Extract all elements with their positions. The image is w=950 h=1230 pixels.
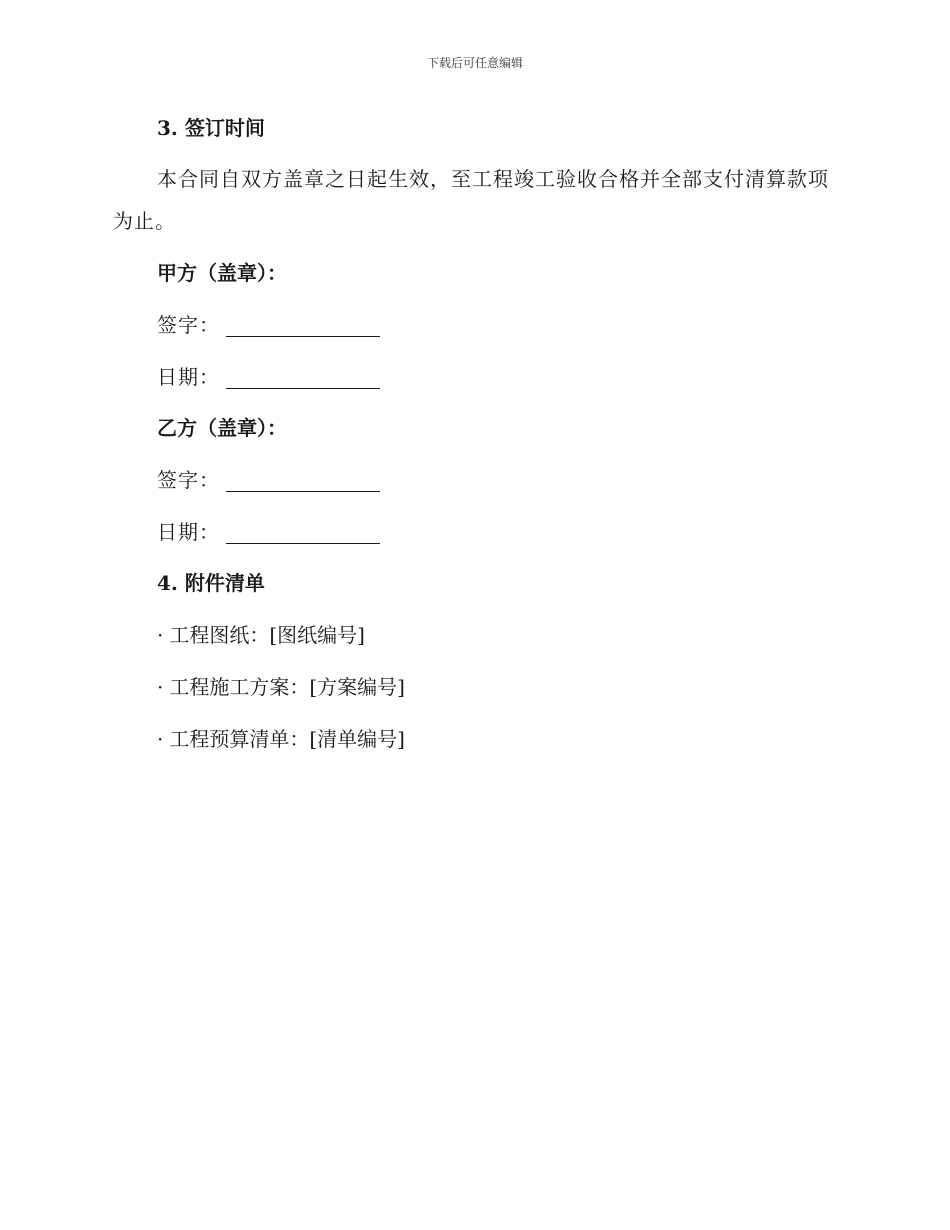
bullet-dot-icon: · (157, 727, 164, 751)
party-b-sign-blank (226, 471, 380, 492)
party-b-date-label: 日期： (157, 520, 220, 544)
party-a-date-blank (226, 368, 380, 389)
party-a-date-label: 日期： (157, 365, 220, 389)
party-b-sign-label: 签字： (157, 468, 220, 492)
party-a-sign-row (157, 313, 380, 337)
attachment-label: 工程图纸： (169, 623, 270, 647)
section-3-heading: 3. 签订时间 (157, 116, 265, 140)
attachment-value: [方案编号] (309, 675, 405, 699)
attachment-label: 工程施工方案： (169, 675, 310, 699)
party-b-heading: 乙方（盖章）： (157, 416, 287, 440)
party-b-date-row (157, 520, 380, 544)
page-header: 下载后可任意编辑 (426, 56, 523, 70)
party-b-date-blank (226, 523, 380, 544)
party-b-sign-row (157, 468, 380, 492)
bullet-dot-icon: · (157, 623, 164, 647)
party-a-heading: 甲方（盖章）： (157, 261, 287, 285)
party-a-sign-blank (226, 316, 380, 337)
section-4-heading: 4. 附件清单 (157, 571, 265, 595)
attachment-item (157, 675, 405, 699)
party-a-date-row (157, 365, 380, 389)
party-a-sign-label: 签字： (157, 313, 220, 337)
attachment-item (157, 727, 405, 751)
attachment-value: [清单编号] (309, 727, 405, 751)
attachment-item (157, 623, 365, 647)
attachment-value: [图纸编号] (269, 623, 365, 647)
bullet-dot-icon: · (157, 675, 164, 699)
section-3-body: 本合同自双方盖章之日起生效，至工程竣工验收合格并全部支付清算款项为止。 (113, 167, 829, 233)
attachment-label: 工程预算清单： (169, 727, 310, 751)
